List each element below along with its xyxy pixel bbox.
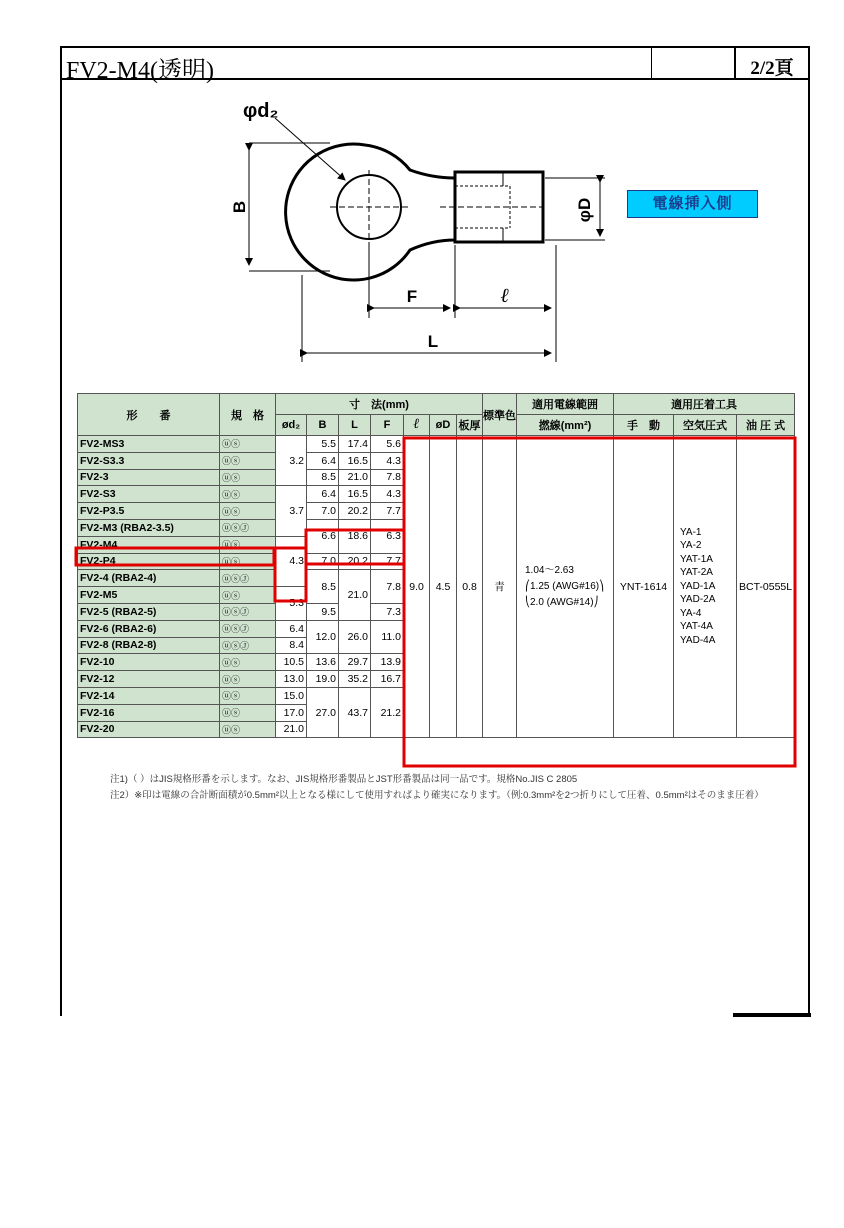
od-cell: 4.5 bbox=[430, 436, 457, 738]
page-number: 2/2頁 bbox=[750, 58, 794, 79]
col-manual: 手 動 bbox=[614, 415, 674, 436]
bottom-rule bbox=[733, 1013, 811, 1017]
col-model: 形 番 bbox=[78, 394, 220, 436]
d2-label: φd₂ bbox=[243, 100, 279, 122]
f-cell: 6.3 bbox=[371, 519, 404, 553]
pneumatic-tool-cell bbox=[674, 436, 737, 738]
big-l-label: L bbox=[427, 332, 439, 351]
f-cell: 7.3 bbox=[371, 603, 404, 620]
f-label: F bbox=[406, 287, 418, 306]
tool-item: YA-1 bbox=[680, 526, 702, 538]
cert-cell: ⓤⓢ bbox=[220, 654, 276, 671]
cert-cell: ⓤⓢ bbox=[220, 671, 276, 688]
model-cell: FV2-5 (RBA2-5) bbox=[78, 603, 220, 620]
b-cell: 6.6 bbox=[307, 519, 339, 553]
tool-item: YAD-4A bbox=[680, 634, 716, 646]
wire-line: ⎝2.0 (AWG#14)⎠ bbox=[525, 596, 599, 608]
tool-item: YAD-2A bbox=[680, 594, 716, 606]
f-cell: 4.3 bbox=[371, 486, 404, 503]
page-title: FV2-M4(透明) bbox=[66, 58, 214, 84]
note-2: 注2）※印は電線の合計断面積が0.5mm²以上となる様にして使用すればより確実になります。（例:0.3mm²を2つ折りにして圧着、0.5mm²はそのまま圧着） bbox=[110, 790, 764, 801]
cert-cell: ⓤⓢⒿ bbox=[220, 570, 276, 587]
f-cell: 4.3 bbox=[371, 452, 404, 469]
b-cell: 8.5 bbox=[307, 469, 339, 486]
l-cell: 29.7 bbox=[339, 654, 371, 671]
tool-item: YAT-2A bbox=[680, 567, 713, 579]
col-hydraulic: 油 圧 式 bbox=[737, 415, 795, 436]
f-cell: 7.7 bbox=[371, 553, 404, 570]
col-f: F bbox=[371, 415, 404, 436]
hydraulic-tool-cell: BCT-0555L bbox=[737, 436, 795, 738]
d2-cell: 5.3 bbox=[276, 587, 307, 621]
b-label: B bbox=[230, 200, 249, 214]
tool-item: YAT-4A bbox=[680, 621, 713, 633]
col-od: øD bbox=[430, 415, 457, 436]
thickness-cell: 0.8 bbox=[457, 436, 483, 738]
b-cell: 7.0 bbox=[307, 553, 339, 570]
d-label: φD bbox=[575, 197, 594, 223]
col-small-l: ℓ bbox=[404, 415, 430, 436]
d2-cell: 15.0 bbox=[276, 687, 307, 704]
col-thickness: 板厚 bbox=[457, 415, 483, 436]
col-tools: 適用圧着工具 bbox=[614, 394, 795, 415]
f-cell: 7.7 bbox=[371, 503, 404, 520]
l-label: ℓ bbox=[500, 285, 510, 307]
d2-cell: 10.5 bbox=[276, 654, 307, 671]
l-cell: 35.2 bbox=[339, 671, 371, 688]
l-cell: 16.5 bbox=[339, 486, 371, 503]
model-cell: FV2-14 bbox=[78, 687, 220, 704]
col-wire-sub: 撚線(mm²) bbox=[517, 415, 614, 436]
l-cell: 16.5 bbox=[339, 452, 371, 469]
notes bbox=[110, 772, 764, 804]
model-cell: FV2-4 (RBA2-4) bbox=[78, 570, 220, 587]
l-cell: 20.2 bbox=[339, 503, 371, 520]
tool-item: YA-2 bbox=[680, 540, 702, 552]
wire-range-cell bbox=[517, 436, 614, 738]
cert-cell: ⓤⓢ bbox=[220, 687, 276, 704]
col-dims: 寸 法(mm) bbox=[276, 394, 483, 415]
model-cell: FV2-10 bbox=[78, 654, 220, 671]
cert-cell: ⓤⓢ bbox=[220, 469, 276, 486]
cert-cell: ⓤⓢ bbox=[220, 452, 276, 469]
model-cell: FV2-MS3 bbox=[78, 436, 220, 453]
l-cell: 43.7 bbox=[339, 687, 371, 737]
d2-cell: 6.4 bbox=[276, 620, 307, 637]
col-standard: 規 格 bbox=[220, 394, 276, 436]
b-cell: 7.0 bbox=[307, 503, 339, 520]
l-cell: 17.4 bbox=[339, 436, 371, 453]
cert-cell: ⓤⓢⒿ bbox=[220, 620, 276, 637]
model-cell: FV2-6 (RBA2-6) bbox=[78, 620, 220, 637]
cert-cell: ⓤⓢ bbox=[220, 486, 276, 503]
f-cell: 7.8 bbox=[371, 469, 404, 486]
col-color: 標準色 bbox=[483, 394, 517, 436]
tool-item: YAT-1A bbox=[680, 553, 713, 565]
d2-cell: 8.4 bbox=[276, 637, 307, 654]
f-cell: 5.6 bbox=[371, 436, 404, 453]
model-cell: FV2-3 bbox=[78, 469, 220, 486]
col-b: B bbox=[307, 415, 339, 436]
cert-cell: ⓤⓢ bbox=[220, 704, 276, 721]
model-cell: FV2-P3.5 bbox=[78, 503, 220, 520]
d2-cell: 17.0 bbox=[276, 704, 307, 721]
cert-cell: ⓤⓢⒿ bbox=[220, 519, 276, 536]
b-cell: 9.5 bbox=[307, 603, 339, 620]
model-cell: FV2-P4 bbox=[78, 553, 220, 570]
cert-cell: ⓤⓢ bbox=[220, 587, 276, 604]
f-cell: 13.9 bbox=[371, 654, 404, 671]
wire-insert-side-label: 電線挿入側 bbox=[627, 190, 758, 218]
small-l-cell: 9.0 bbox=[404, 436, 430, 738]
f-cell: 16.7 bbox=[371, 671, 404, 688]
cert-cell: ⓤⓢ bbox=[220, 503, 276, 520]
b-cell: 13.6 bbox=[307, 654, 339, 671]
d2-cell: 3.2 bbox=[276, 436, 307, 486]
model-cell: FV2-S3 bbox=[78, 486, 220, 503]
cert-cell: ⓤⓢⒿ bbox=[220, 603, 276, 620]
f-cell: 11.0 bbox=[371, 620, 404, 654]
color-cell: 青 bbox=[483, 436, 517, 738]
model-cell: FV2-16 bbox=[78, 704, 220, 721]
col-l: L bbox=[339, 415, 371, 436]
l-cell: 26.0 bbox=[339, 620, 371, 654]
cert-cell: ⓤⓢ bbox=[220, 721, 276, 738]
spec-table bbox=[77, 393, 795, 738]
note-1: 注1)（ ）はJIS規格形番を示します。なお、JIS規格形番製品とJST形番製品は同一品です。規格No.JIS C 2805 bbox=[110, 774, 578, 785]
l-cell: 20.2 bbox=[339, 553, 371, 570]
l-cell: 21.0 bbox=[339, 570, 371, 620]
f-cell: 7.8 bbox=[371, 570, 404, 604]
model-cell: FV2-M5 bbox=[78, 587, 220, 604]
cert-cell: ⓤⓢ bbox=[220, 436, 276, 453]
b-cell: 27.0 bbox=[307, 687, 339, 737]
f-cell: 21.2 bbox=[371, 687, 404, 737]
d2-cell: 4.3 bbox=[276, 536, 307, 586]
model-cell: FV2-12 bbox=[78, 671, 220, 688]
model-cell: FV2-M4 bbox=[78, 536, 220, 553]
b-cell: 5.5 bbox=[307, 436, 339, 453]
cert-cell: ⓤⓢ bbox=[220, 536, 276, 553]
manual-tool-cell: YNT-1614 bbox=[614, 436, 674, 738]
l-cell: 18.6 bbox=[339, 519, 371, 553]
cert-cell: ⓤⓢⒿ bbox=[220, 637, 276, 654]
col-d2: ød₂ bbox=[276, 415, 307, 436]
wire-line: 1.04～2.63 bbox=[525, 564, 574, 576]
d2-cell: 21.0 bbox=[276, 721, 307, 738]
model-cell: FV2-20 bbox=[78, 721, 220, 738]
wire-line: ⎛1.25 (AWG#16)⎞ bbox=[525, 580, 605, 592]
cert-cell: ⓤⓢ bbox=[220, 553, 276, 570]
b-cell: 6.4 bbox=[307, 452, 339, 469]
d2-cell: 13.0 bbox=[276, 671, 307, 688]
model-cell: FV2-M3 (RBA2-3.5) bbox=[78, 519, 220, 536]
tool-item: YAD-1A bbox=[680, 580, 716, 592]
model-cell: FV2-8 (RBA2-8) bbox=[78, 637, 220, 654]
model-cell: FV2-S3.3 bbox=[78, 452, 220, 469]
l-cell: 21.0 bbox=[339, 469, 371, 486]
d2-cell: 3.7 bbox=[276, 486, 307, 536]
b-cell: 19.0 bbox=[307, 671, 339, 688]
b-cell: 6.4 bbox=[307, 486, 339, 503]
col-wire-range: 適用電線範囲 bbox=[517, 394, 614, 415]
col-pneumatic: 空気圧式 bbox=[674, 415, 737, 436]
b-cell: 12.0 bbox=[307, 620, 339, 654]
tool-item: YA-4 bbox=[680, 607, 702, 619]
b-cell: 8.5 bbox=[307, 570, 339, 604]
